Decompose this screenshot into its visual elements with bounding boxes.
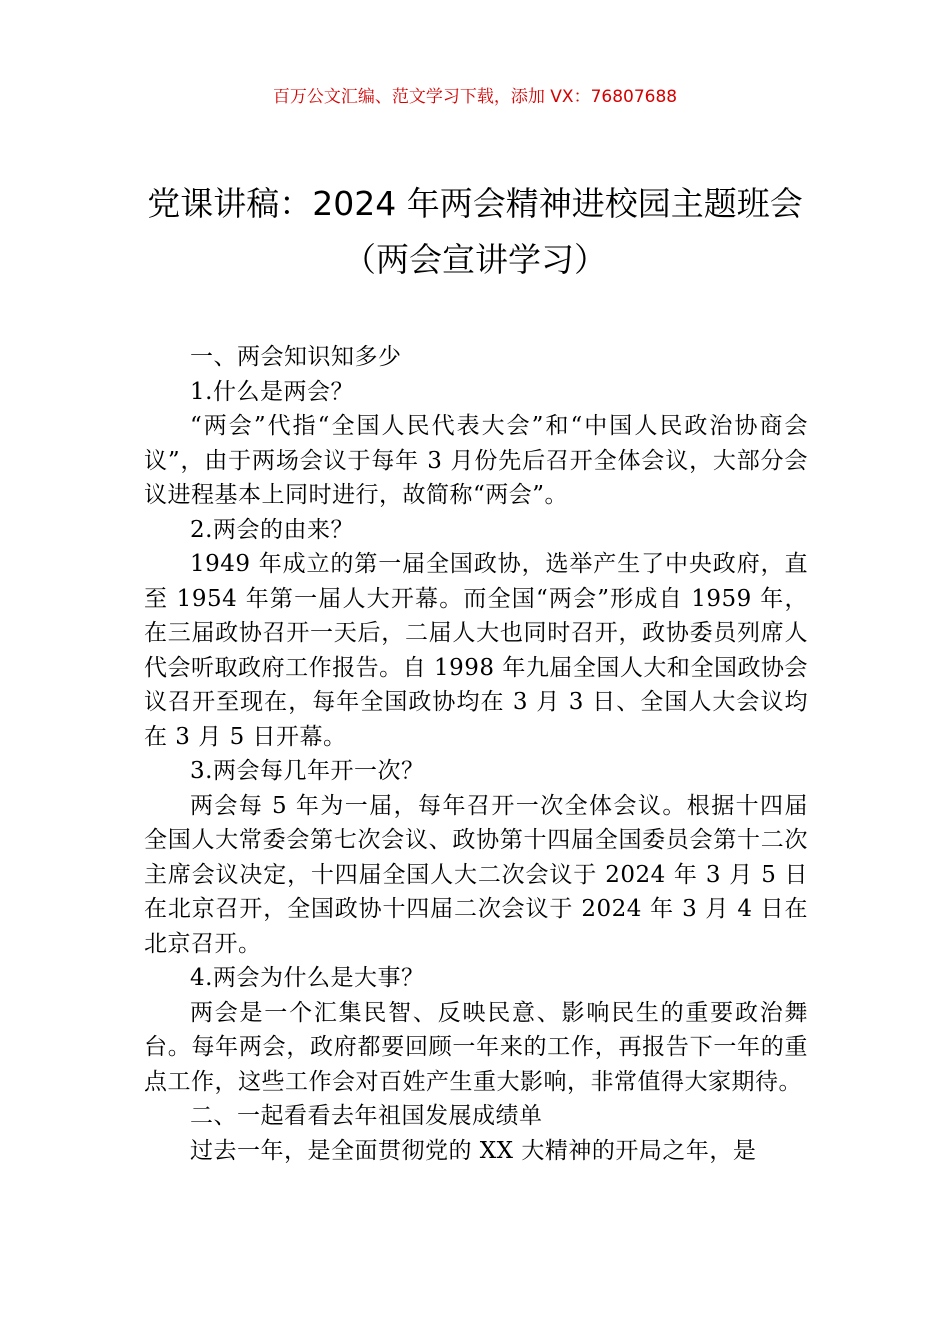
question-heading-1: 1.什么是两会？ <box>190 378 354 405</box>
section-heading-2: 二、一起看看去年祖国发展成绩单 <box>190 1103 543 1129</box>
question-heading-4: 4.两会为什么是大事？ <box>190 965 425 991</box>
paragraph-2: 1949 年成立的第一届全国政协，选举产生了中央政府，直至 1954 年第一届人大开幕。而全国“两会”形成自 1959 年，在三届政协召开一天后，二届人大也同时召开，政协委员列席人代会听取政府工作报告。自 1998 年九届全国人大和全国政协会议召开至现在，每年全国政协均在 3 月 3 日、全国人大会议均在 3 月 5 日开幕。 <box>144 551 808 750</box>
paragraph-4: 两会是一个汇集民智、反映民意、影响民生的重要政治舞台。每年两会，政府都要回顾一年来的工作，再报告下一年的重点工作，这些工作会对百姓产生重大影响，非常值得大家期待。 <box>144 999 808 1095</box>
question-heading-2: 2.两会的由来？ <box>190 516 354 543</box>
section-heading-1: 一、两会知识知多少 <box>190 344 402 370</box>
paragraph-5: 过去一年，是全面贯彻党的 XX 大精神的开局之年，是 <box>190 1137 757 1164</box>
question-heading-3: 3.两会每几年开一次？ <box>190 758 425 784</box>
paragraph-3: 两会每 5 年为一届，每年召开一次全体会议。根据十四届全国人大常委会第七次会议、政协第十四届全国委员会第十二次主席会议决定，十四届全国人大二次会议于 2024 年 3 月 5 日在北京召开，全国政协十四届二次会议于 2024 年 3 月 4 日在北京召开。 <box>144 792 808 957</box>
paragraph-1: “两会”代指“全国人民代表大会”和“中国人民政治协商会议”，由于两场会议于每年 3 月份先后召开全体会议，大部分会议进程基本上同时进行，故简称“两会”。 <box>144 413 808 508</box>
header-banner: 百万公文汇编、范文学习下载，添加 VX：76807688 <box>272 87 678 107</box>
document-body <box>144 340 808 1168</box>
document-title: 党课讲稿：2024 年两会精神进校园主题班会（两会宣讲学习） <box>147 184 803 279</box>
